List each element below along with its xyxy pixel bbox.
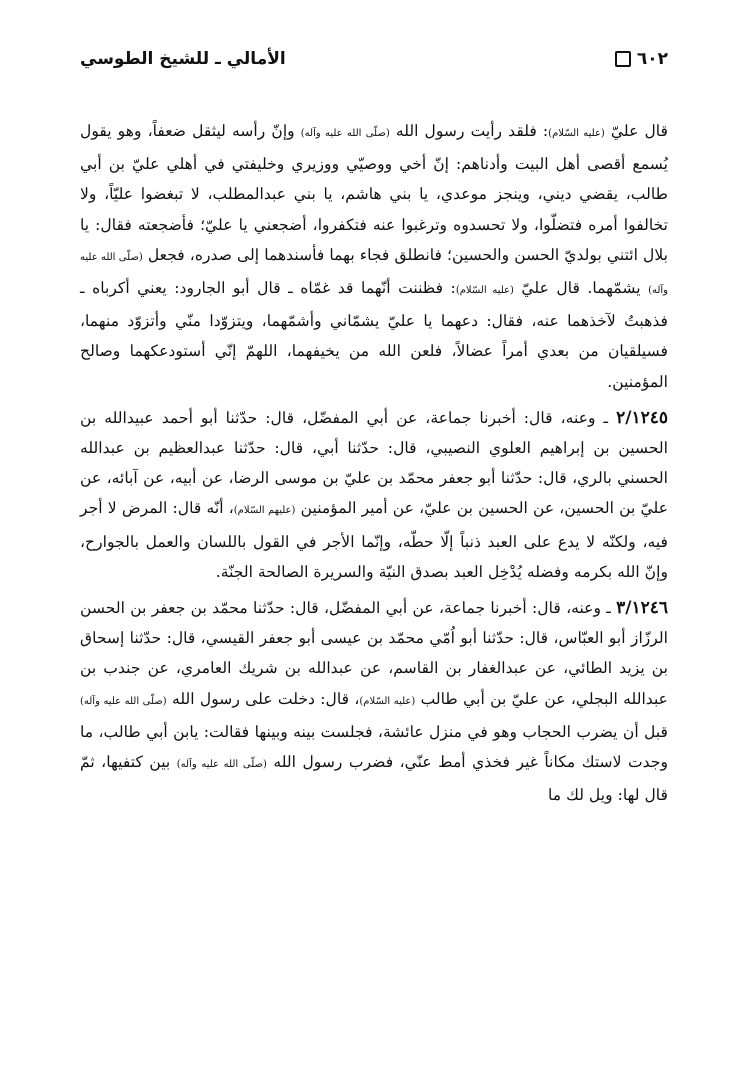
- text-segment: قال عليّ: [604, 122, 668, 140]
- honorific: (عليهم السّلام): [233, 505, 296, 517]
- hadith-number: ٣/١٢٤٦: [616, 598, 668, 619]
- text-segment: ، أنّه قال: المرض لا أجر فيه، ولكنّه لا يدع على العبد ذنباً إلّا حطّه، وإنّما الأجر في القول باللسان والعمل بالجوارح، وإنّ الله بكرمه وفضله يُدْخِل العبد بصدق النيّة والسريرة الصالحة الجنّة.: [80, 499, 668, 581]
- hadith-number: ٢/١٢٤٥: [616, 407, 668, 428]
- text-segment: قبل أن يضرب الحجاب وهو في منزل عائشة، فجلست بينه وبينها فقالت: يابن أبي طالب، ما وجدت لاستك مكاناً غير فخذي أمط عنّي، فضرب رسول الله: [80, 722, 668, 772]
- honorific: (عليه السّلام): [548, 128, 605, 139]
- page-marker-icon: [615, 51, 631, 67]
- paragraph-1: [80, 116, 668, 397]
- honorific: (صلّى الله عليه وآله): [80, 251, 668, 297]
- text-segment: ـ وعنه، قال: أخبرنا جماعة، عن أبي المفضّل، قال: حدّثنا أبو أحمد عبيدالله بن الحسين بن إبراهيم العلوي النصيبي، قال: حدّثنا أبي، قال: حدّثنا عبدالعظيم بن عبدالله الحسني بالري، قال: حدّثنا أبو جعفر محمّد بن عليّ بن موسى الرضا، عن أبيه، عن آبائه، عن عليّ بن الحسين، عن الحسين بن عليّ، عن أمير المؤمنين: [80, 408, 669, 518]
- honorific: (عليه السّلام): [455, 285, 514, 297]
- hadith-paragraph-1245: [80, 403, 668, 587]
- hadith-paragraph-1246: [80, 593, 668, 810]
- text-segment: ـ وعنه، قال: أخبرنا جماعة، عن أبي المفضّل، قال: حدّثنا محمّد بن جعفر بن الحسن الرزّاز أبو العبّاس، قال: حدّثنا أبو اُمّي محمّد بن عيسى أبو جعفر القيسي، قال: حدّثنا إسحاق بن يزيد الطائي، عن عبدالغفار بن القاسم، عن عبدالله بن شريك العامري، عن جندب بن عبدالله البجلي، عن عليّ بن أبي طالب: [80, 599, 668, 708]
- honorific: (صلّى الله عليه وآله): [300, 128, 390, 139]
- text-segment: يشمّهما. قال عليّ: [513, 279, 649, 298]
- honorific: (صلّى الله عليه وآله): [80, 695, 167, 707]
- page-header: [80, 44, 668, 74]
- text-segment: ، قال: دخلت على رسول الله: [166, 689, 360, 708]
- text-segment: بين كتفيها، ثمّ قال لها: ويل لك ما: [80, 753, 668, 805]
- honorific: (عليه السّلام): [359, 695, 416, 707]
- running-title: الأمالي ـ للشيخ الطوسي: [80, 49, 286, 69]
- text-segment: وإنّ رأسه ليثقل ضعفاً، وهو يقول يُسمع أقصى أهل البيت وأدناهم: إنّ أخي ووصيّي ووزيري وخليفتي في أهلي عليّ بن أبي طالب، يقضي ديني، وينجز موعدي، يا بني هاشم، يا بني عبدالمطلب، لا تبغضوا عليّاً، ولا تخالفوا أمره فتضلّوا، ولا تحسدوه وترغبوا عنه فتكفروا، أضجعني يا عليّ؛ فأضجعته فقال: يا بلال ائتني بولديّ الحسن والحسين؛ فانطلق فجاء بهما فأسندهما إلى صدره، فجعل: [80, 122, 668, 264]
- honorific: (صلّى الله عليه وآله): [176, 759, 267, 771]
- page-number: ٦٠٢: [636, 49, 668, 69]
- text-segment: : فلقد رأيت رسول الله: [389, 122, 549, 140]
- page-body: [80, 116, 668, 810]
- page-number-block: [615, 49, 668, 69]
- text-segment: : فظننت أنّهما قد غمّاه ـ قال أبو الجارود: يعني أكرباه ـ فذهبتُ لآخذهما عنه، فقال: دعهما يا عليّ يشمّاني وأشمّهما، ويتزوّدا منّي وأتزوّد منهما، فسيلقيان من بعدي أمراً عضالاً، فلعن الله من يخيفهما، اللهمّ إنّي أستودعكهما وصالح المؤمنين.: [80, 279, 668, 391]
